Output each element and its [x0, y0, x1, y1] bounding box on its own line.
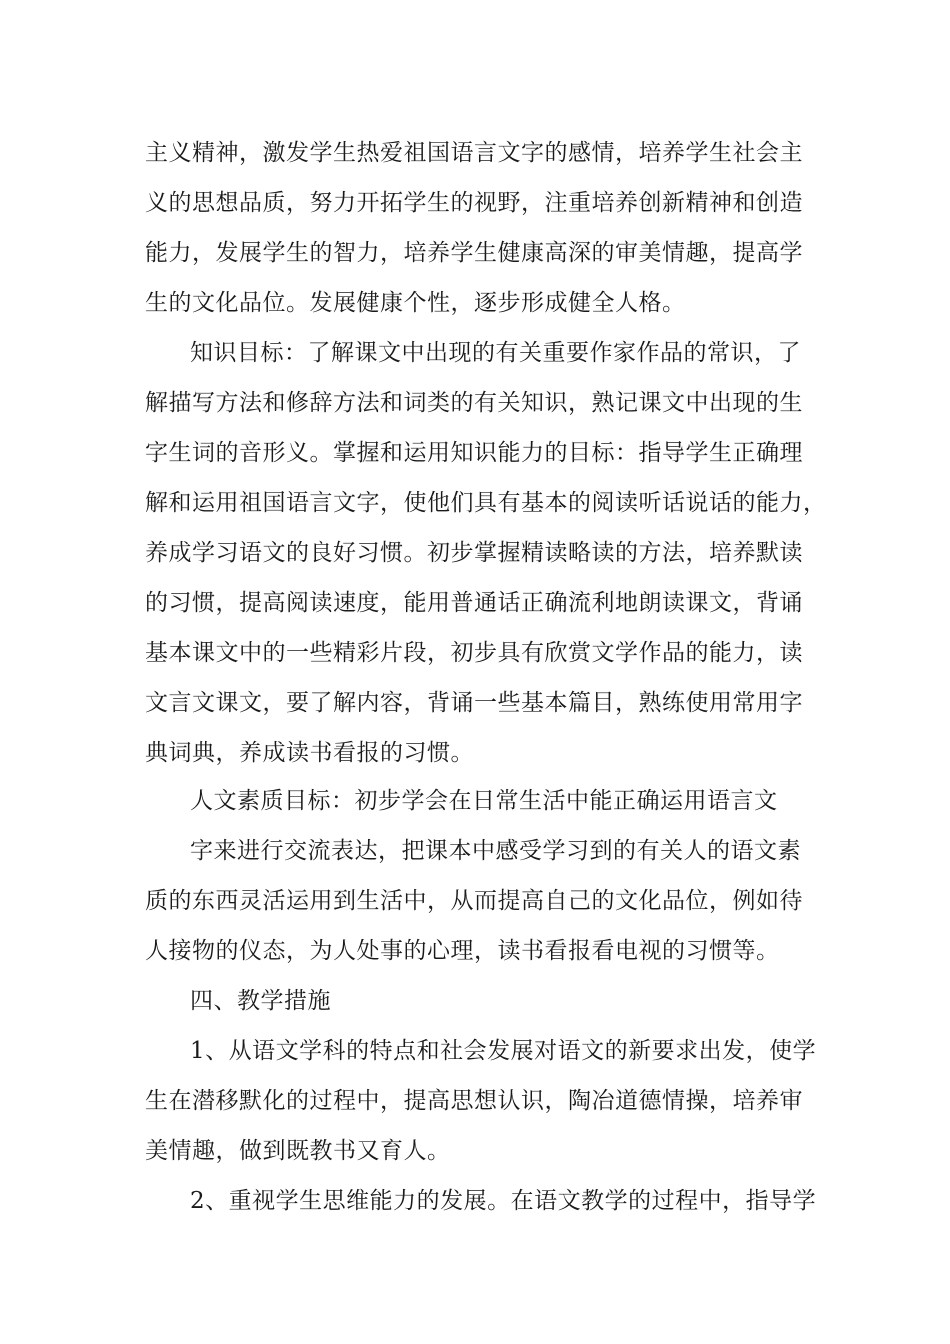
text-line: 生在潜移默化的过程中，提高思想认识，陶冶道德情操，培养审: [145, 1088, 803, 1114]
text-line: 主义精神，激发学生热爱祖国语言文字的感情，培养学生社会主: [145, 140, 803, 166]
text-line: 字生词的音形义。掌握和运用知识能力的目标：指导学生正确理: [145, 440, 803, 466]
text-line: 解和运用祖国语言文字，使他们具有基本的阅读听话说话的能力，: [145, 490, 827, 516]
text-line: 人文素质目标：初步学会在日常生活中能正确运用语言文: [190, 788, 778, 814]
text-line: 知识目标：了解课文中出现的有关重要作家作品的常识，了: [190, 340, 801, 366]
text-line: 1、从语文学科的特点和社会发展对语文的新要求出发，使学: [190, 1038, 817, 1064]
text-line: 典词典，养成读书看报的习惯。: [145, 740, 474, 766]
text-line: 生的文化品位。发展健康个性，逐步形成健全人格。: [145, 290, 686, 316]
text-line: 义的思想品质，努力开拓学生的视野，注重培养创新精神和创造: [145, 190, 803, 216]
text-line: 基本课文中的一些精彩片段，初步具有欣赏文学作品的能力，读: [145, 640, 803, 666]
text-line: 能力，发展学生的智力，培养学生健康高深的审美情趣，提高学: [145, 240, 803, 266]
text-line: 字来进行交流表达，把课本中感受学习到的有关人的语文素: [190, 838, 801, 864]
section-heading: 四、教学措施: [190, 988, 331, 1014]
text-line: 2、重视学生思维能力的发展。在语文教学的过程中，指导学: [190, 1188, 817, 1214]
text-line: 人接物的仪态，为人处事的心理，读书看报看电视的习惯等。: [145, 938, 780, 964]
text-line: 质的东西灵活运用到生活中，从而提高自己的文化品位，例如待: [145, 888, 803, 914]
text-line: 美情趣，做到既教书又育人。: [145, 1138, 451, 1164]
text-line: 养成学习语文的良好习惯。初步掌握精读略读的方法，培养默读: [145, 540, 803, 566]
text-line: 的习惯，提高阅读速度，能用普通话正确流利地朗读课文，背诵: [145, 590, 803, 616]
text-line: 文言文课文，要了解内容，背诵一些基本篇目，熟练使用常用字: [145, 690, 803, 716]
text-line: 解描写方法和修辞方法和词类的有关知识，熟记课文中出现的生: [145, 390, 803, 416]
